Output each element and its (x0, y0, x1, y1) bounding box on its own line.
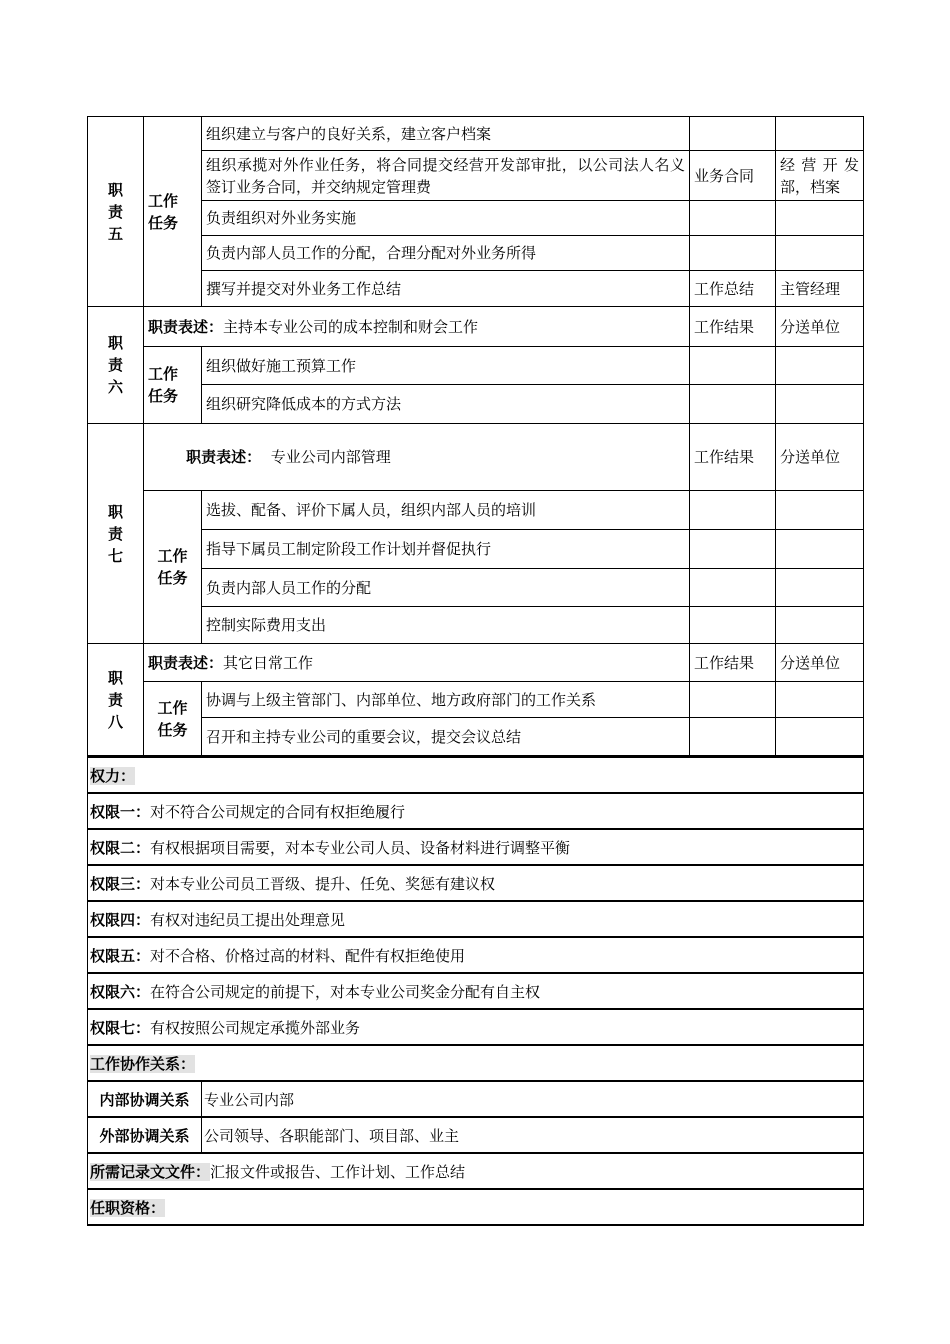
duty7-task-3: 负责内部人员工作的分配 (202, 569, 690, 607)
authority-item-label: 权限六： (90, 982, 151, 1001)
duty5-task-5: 撰写并提交对外业务工作总结 (202, 271, 690, 307)
authority-item-label: 权限三： (90, 874, 151, 893)
duty6-desc (144, 307, 690, 347)
duty6-desc-row (88, 307, 864, 347)
authority-item-label: 权限七： (90, 1018, 151, 1037)
duty7-dest-header: 分送单位 (776, 424, 864, 491)
authority-item (88, 973, 864, 1009)
authority-item (88, 937, 864, 973)
duty5-result-5: 工作总结 (690, 271, 776, 307)
duty5-dest-1 (776, 117, 864, 151)
duty7-desc (144, 424, 690, 491)
duty5-task-1: 组织建立与客户的良好关系，建立客户档案 (202, 117, 690, 151)
duty6-task-label: 工作 任务 (144, 347, 202, 424)
duty8-desc-label: 职责表述： (148, 653, 224, 672)
duty5-task-row (88, 271, 864, 307)
authority-item (88, 901, 864, 937)
duty7-task-label: 工作 任务 (144, 491, 202, 644)
authority-item-text: 对不合格、价格过高的材料、配件有权拒绝使用 (150, 946, 466, 965)
duty8-dest-header: 分送单位 (776, 644, 864, 682)
authority-item-text: 有权对违纪员工提出处理意见 (150, 910, 346, 929)
duty5-task-2: 组织承揽对外作业任务，将合同提交经营开发部审批，以公司法人名义签订业务合同，并交纳规定管理费 (202, 151, 690, 201)
authority-item (88, 865, 864, 901)
duty5-task-3: 负责组织对外业务实施 (202, 201, 690, 236)
duty5-task-label: 工作 任务 (144, 117, 202, 307)
records-row (88, 1153, 864, 1189)
authority-item (88, 829, 864, 865)
duty8-task-2: 召开和主持专业公司的重要会议，提交会议总结 (202, 718, 690, 756)
duty7-task-row (88, 607, 864, 644)
duty7-task-1: 选拔、配备、评价下属人员，组织内部人员的培训 (202, 491, 690, 530)
internal-coordination-label: 内部协调关系 (88, 1081, 202, 1117)
duty7-desc-text: 专业公司内部管理 (261, 448, 391, 466)
duty8-task-1: 协调与上级主管部门、内部单位、地方政府部门的工作关系 (202, 682, 690, 718)
authority-title-row (88, 757, 864, 793)
duty8-task-row (88, 682, 864, 718)
duty8-desc-row (88, 644, 864, 682)
authority-item-text: 在符合公司规定的前提下，对本专业公司奖金分配有自主权 (150, 982, 541, 1001)
duty6-task-1: 组织做好施工预算工作 (202, 347, 690, 385)
authority-item-label: 权限一： (90, 802, 151, 821)
duties-table (87, 116, 864, 756)
duty6-task-row (88, 385, 864, 424)
records-label: 所需记录文文件： (90, 1162, 211, 1181)
duty6-label: 职 责 六 (88, 307, 144, 424)
authority-item (88, 1009, 864, 1045)
authority-item (88, 793, 864, 829)
duty5-task-row (88, 117, 864, 151)
duty8-desc (144, 644, 690, 682)
authority-item-text: 对不符合公司规定的合同有权拒绝履行 (150, 802, 406, 821)
duty7-task-4: 控制实际费用支出 (202, 607, 690, 644)
duty6-desc-text: 主持本专业公司的成本控制和财会工作 (223, 317, 479, 336)
internal-coordination-row (88, 1081, 864, 1117)
duty7-label: 职 责 七 (88, 424, 144, 644)
duty5-result-1 (690, 117, 776, 151)
duty7-desc-label: 职责表述： (186, 448, 262, 466)
duty5-dest-4 (776, 236, 864, 271)
duty6-desc-label: 职责表述： (148, 317, 224, 336)
authority-item-text: 对本专业公司员工晋级、提升、任免、奖惩有建议权 (150, 874, 496, 893)
duty5-result-2: 业务合同 (690, 151, 776, 201)
duty7-task-row (88, 491, 864, 530)
duty5-task-row (88, 151, 864, 201)
duty8-result-header: 工作结果 (690, 644, 776, 682)
duty6-result-header: 工作结果 (690, 307, 776, 347)
authority-table (87, 756, 864, 1226)
duty8-desc-text: 其它日常工作 (223, 653, 314, 672)
duty8-label: 职 责 八 (88, 644, 144, 756)
external-coordination-label: 外部协调关系 (88, 1117, 202, 1153)
authority-item-label: 权限二： (90, 838, 151, 857)
duty6-dest-header: 分送单位 (776, 307, 864, 347)
duty7-task-2: 指导下属员工制定阶段工作计划并督促执行 (202, 530, 690, 569)
duty5-label: 职 责 五 (88, 117, 144, 307)
duty6-task-2: 组织研究降低成本的方式方法 (202, 385, 690, 424)
authority-item-text: 有权按照公司规定承揽外部业务 (150, 1018, 361, 1037)
external-coordination-row (88, 1117, 864, 1153)
duty7-result-header: 工作结果 (690, 424, 776, 491)
qualification-title: 任职资格： (90, 1198, 166, 1217)
qualification-row (88, 1189, 864, 1225)
duty5-task-row (88, 201, 864, 236)
duty5-task-row (88, 236, 864, 271)
duty6-task-row (88, 347, 864, 385)
duty8-task-label: 工作 任务 (144, 682, 202, 756)
records-text: 汇报文件或报告、工作计划、工作总结 (210, 1162, 466, 1181)
duty5-dest-2: 经营开发部，档案 (776, 151, 864, 201)
authority-item-text: 有权根据项目需要，对本专业公司人员、设备材料进行调整平衡 (150, 838, 571, 857)
job-description-document (87, 116, 863, 1226)
duty5-result-3 (690, 201, 776, 236)
duty5-task-4: 负责内部人员工作的分配，合理分配对外业务所得 (202, 236, 690, 271)
internal-coordination-value: 专业公司内部 (202, 1081, 864, 1117)
duty7-task-row (88, 569, 864, 607)
duty5-dest-5: 主管经理 (776, 271, 864, 307)
duty5-dest-3 (776, 201, 864, 236)
cooperation-title-row (88, 1045, 864, 1081)
duty7-desc-row (88, 424, 864, 491)
external-coordination-value: 公司领导、各职能部门、项目部、业主 (202, 1117, 864, 1153)
authority-item-label: 权限五： (90, 946, 151, 965)
duty5-result-4 (690, 236, 776, 271)
duty8-task-row (88, 718, 864, 756)
authority-title: 权力： (90, 766, 136, 785)
cooperation-title: 工作协作关系： (90, 1054, 196, 1073)
authority-item-label: 权限四： (90, 910, 151, 929)
duty7-task-row (88, 530, 864, 569)
